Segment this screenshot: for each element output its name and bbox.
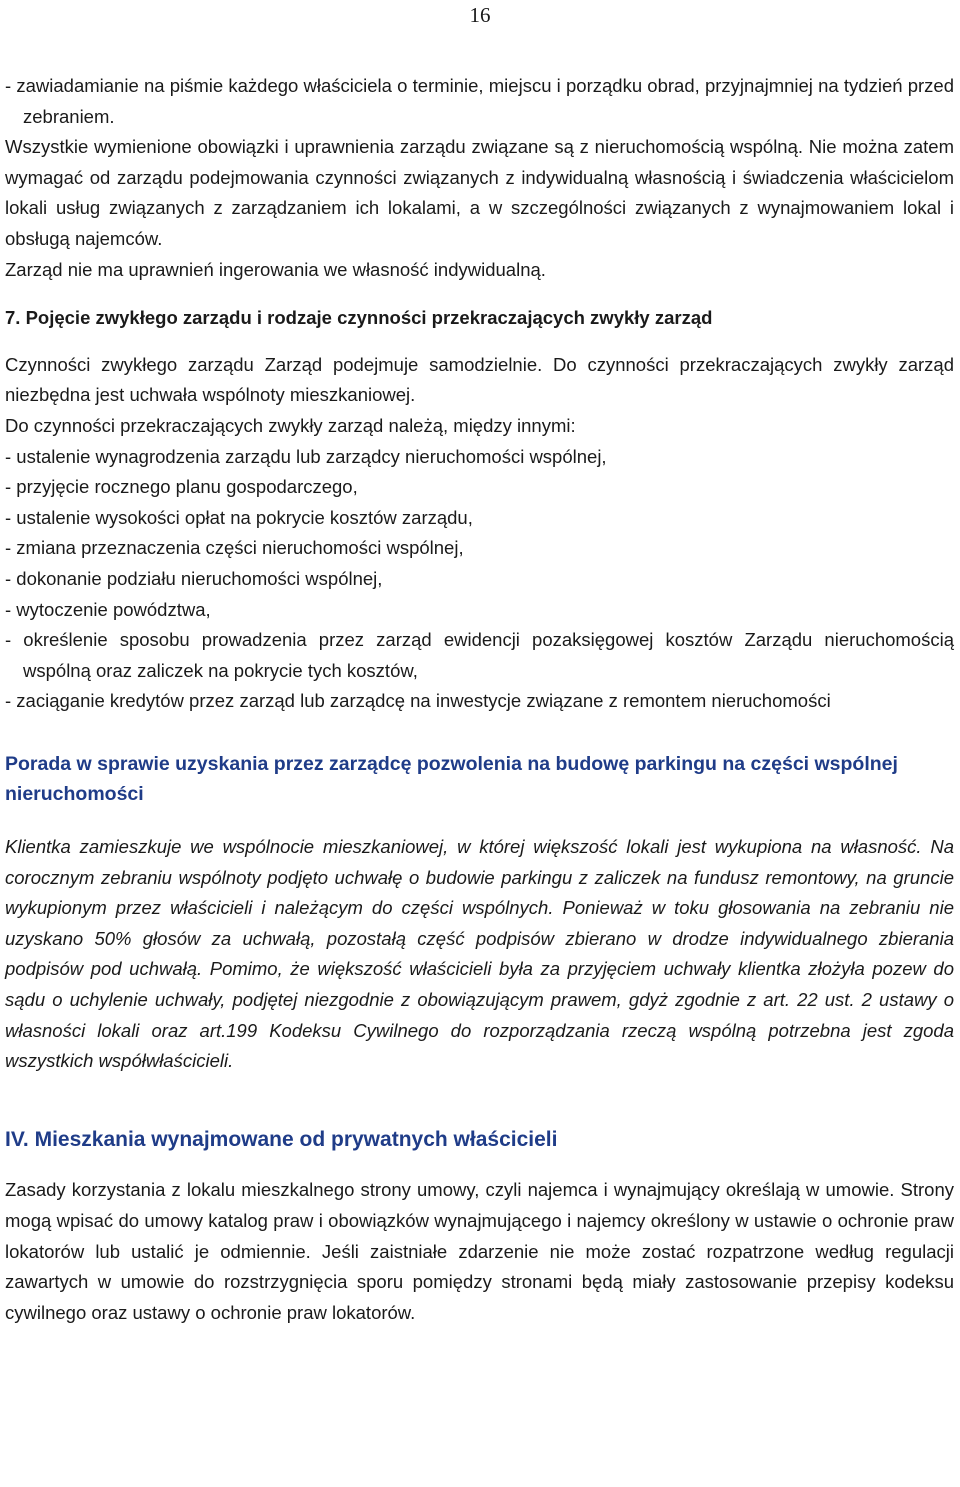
list-item: - wytoczenie powództwa, [5, 598, 211, 620]
list-item: - określenie sposobu prowadzenia przez zarząd ewidencji pozaksięgowej kosztów Zarządu nieruchomością wspólną oraz zaliczek na pokrycie tych kosztów, [5, 629, 954, 681]
page-number: 16 [469, 3, 491, 27]
advice-case-text: Klientka zamieszkuje we wspólnocie mieszkaniowej, w której większość lokali jest wykupiona na własność. Na corocznym zebraniu wspólnoty podjęto uchwałę o budowie parkingu z zaliczek na fundusz remontowy, na gruncie wykupionym przez właścicieli i należącym do części wspólnych. Ponieważ w toku głosowania na zebraniu nie uzyskano 50% głosów za uchwałą, pozostałą część podpisów zbierano w drodze indywidualnego zbierania podpisów pod uchwałą. Pomimo, że większość właścicieli była za przyjęciem uchwały klientka złożyła pozew do sądu o uchylenie uchwały, podjętej niezgodnie z obowiązującym prawem, gdyż zgodnie z art. 22 ust. 2 ustawy o własności lokali oraz art.199 Kodeksu Cywilnego do rozporządzania rzeczą wspólną potrzebna jest zgoda wszystkich współwłaścicieli. [5, 836, 954, 1072]
list-item: - ustalenie wysokości opłat na pokrycie kosztów zarządu, [5, 506, 473, 528]
list-item: - zaciąganie kredytów przez zarząd lub zarządcę na inwestycje związane z remontem nieruchomości [5, 690, 831, 712]
intro-list-item: - zawiadamianie na piśmie każdego właściciela o terminie, miejscu i porządku obrad, przyjnajmniej na tydzień przed zebraniem. [5, 75, 954, 127]
section-7-list-intro: Do czynności przekraczających zwykły zarząd należą, między innymi: [5, 414, 576, 436]
list-item: - przyjęcie rocznego planu gospodarczego, [5, 476, 358, 498]
list-item: - dokonanie podziału nieruchomości wspólnej, [5, 567, 383, 589]
intro-paragraph: Wszystkie wymienione obowiązki i uprawnienia zarządu związane są z nieruchomością wspólną. Nie można zatem wymagać od zarządu podejmowania czynności związanych z indywidualną własnością i świadczenia właścicielom lokali usług związanych z zarządzaniem ich lokalami, a w szczególności związanych z wynajmowaniem lokal i obsługą najemców. [5, 136, 954, 249]
document-body [5, 71, 954, 1328]
advice-heading: Porada w sprawie uzyskania przez zarządcę pozwolenia na budowę parkingu na części wspólnej nieruchomości [5, 752, 898, 806]
section-7-paragraph: Czynności zwykłego zarządu Zarząd podejmuje samodzielnie. Do czynności przekraczających zwykły zarząd niezbędna jest uchwała wspólnoty mieszkaniowej. [5, 353, 954, 406]
section-7-heading: 7. Pojęcie zwykłego zarządu i rodzaje czynności przekraczających zwykły zarząd [5, 307, 713, 329]
intro-closing: Zarząd nie ma uprawnień ingerowania we własność indywidualną. [5, 258, 546, 280]
list-item: - zmiana przeznaczenia części nieruchomości wspólnej, [5, 537, 464, 559]
list-item: - ustalenie wynagrodzenia zarządu lub zarządcy nieruchomości wspólnej, [5, 445, 607, 467]
section-iv-heading: IV. Mieszkania wynajmowane od prywatnych właścicieli [5, 1127, 558, 1151]
section-7-list [5, 442, 954, 717]
section-iv-paragraph: Zasady korzystania z lokalu mieszkalnego strony umowy, czyli najemca i wynajmujący określają w umowie. Strony mogą wpisać do umowy katalog praw i obowiązków wynajmującego i najemcy określony w ustawie o ochronie praw lokatorów lub ustalić je odmiennie. Jeśli zaistniałe zdarzenie nie może zostać rozpatrzone według regulacji zawartych w umowie do rozstrzygnięcia sporu pomiędzy stronami będą miały zastosowanie przepisy kodeksu cywilnego oraz ustawy o ochronie praw lokatorów. [5, 1179, 954, 1323]
